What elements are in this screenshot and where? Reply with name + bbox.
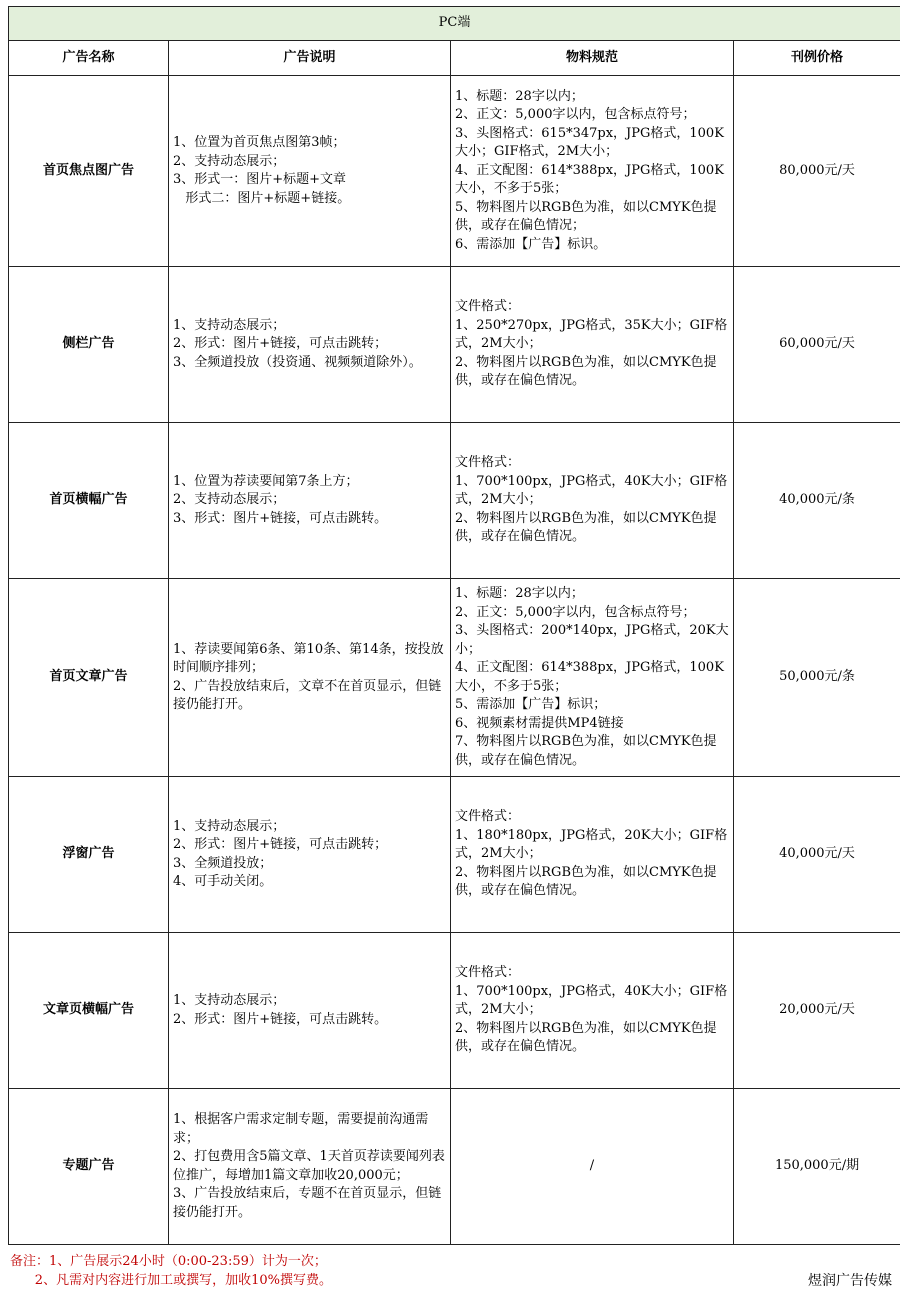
material-spec [451, 423, 734, 579]
ad-name: 首页焦点图广告 [9, 76, 169, 267]
column-header-description: 广告说明 [169, 41, 451, 76]
spec-line: 1、180*180px，JPG格式，20K大小；GIF格式，2M大小； [455, 827, 728, 862]
description-line: 3、全频道投放； [173, 855, 273, 871]
description-line: 2、广告投放结束后，文章不在首页显示，但链接仍能打开。 [173, 678, 442, 712]
ad-description [169, 1089, 451, 1245]
brand-signature: 煜润广告传媒 [808, 1273, 892, 1289]
spec-line: 4、正文配图：614*388px，JPG格式，100K大小，不多于5张； [455, 162, 724, 197]
column-header-spec: 物料规范 [451, 41, 734, 76]
description-line: 1、支持动态展示； [173, 317, 286, 333]
ad-name: 首页文章广告 [9, 579, 169, 777]
description-line: 2、形式：图片+链接，可点击跳转。 [173, 1011, 388, 1027]
description-line: 1、荐读要闻第6条、第10条、第14条，按投放时间顺序排列； [173, 641, 444, 675]
material-spec [451, 267, 734, 423]
ad-description [169, 267, 451, 423]
material-spec [451, 579, 734, 777]
description-line: 1、位置为荐读要闻第7条上方； [173, 473, 359, 489]
remark-line: 2、凡需对内容进行加工或撰写，加收10%撰写费。 [10, 1273, 332, 1288]
remark-line: 备注：1、广告展示24小时（0:00-23:59）计为一次； [10, 1254, 327, 1269]
description-line: 1、支持动态展示； [173, 993, 286, 1008]
description-line: 2、形式：图片+链接，可点击跳转； [173, 336, 388, 352]
spec-line: 文件格式： [455, 299, 521, 315]
ad-name: 浮窗广告 [9, 777, 169, 933]
material-spec [451, 933, 734, 1089]
spec-line: 2、物料图片以RGB色为准，如以CMYK色提供，或存在偏色情况。 [455, 1020, 717, 1055]
spec-line: 1、250*270px，JPG格式，35K大小；GIF格式，2M大小； [455, 317, 728, 352]
ad-name: 侧栏广告 [9, 267, 169, 423]
spec-line: 3、头图格式：615*347px，JPG格式，100K大小；GIF格式，2M大小； [455, 125, 724, 160]
spec-line: 1、700*100px，JPG格式，40K大小；GIF格式，2M大小； [455, 983, 728, 1018]
ad-row [9, 933, 900, 1089]
description-line: 4、可手动关闭。 [173, 874, 273, 889]
spec-line: 6、视频素材需提供MP4链接 [455, 715, 624, 731]
description-line: 形式二：图片+标题+链接。 [173, 190, 351, 206]
spec-line: 2、正文：5,000字以内，包含标点符号； [455, 107, 696, 123]
ad-row [9, 267, 900, 423]
ad-row [9, 1089, 900, 1245]
description-line: 3、形式一：图片+标题+文章 [173, 172, 347, 187]
spec-line: 2、正文：5,000字以内，包含标点符号； [455, 604, 696, 620]
ad-rate-table [8, 6, 900, 1245]
ad-price: 40,000元/天 [734, 777, 900, 933]
ad-description [169, 933, 451, 1089]
ad-row [9, 579, 900, 777]
ad-description [169, 423, 451, 579]
description-line: 1、支持动态展示； [173, 818, 286, 834]
ad-row [9, 76, 900, 267]
spec-line: 5、物料图片以RGB色为准，如以CMYK色提供，或存在偏色情况； [455, 199, 717, 234]
spec-line: 7、物料图片以RGB色为准，如以CMYK色提供，或存在偏色情况。 [455, 734, 717, 768]
section-title: PC端 [9, 7, 900, 41]
description-line: 2、支持动态展示； [173, 153, 286, 169]
ad-price: 80,000元/天 [734, 76, 900, 267]
spec-line: 4、正文配图：614*388px，JPG格式，100K大小，不多于5张； [455, 660, 724, 694]
ad-name: 专题广告 [9, 1089, 169, 1245]
ad-row [9, 423, 900, 579]
spec-line: 2、物料图片以RGB色为准，如以CMYK色提供，或存在偏色情况。 [455, 864, 717, 899]
spec-line: 1、700*100px，JPG格式，40K大小；GIF格式，2M大小； [455, 473, 728, 508]
spec-line: 3、头图格式：200*140px，JPG格式，20K大小； [455, 623, 729, 657]
ad-name: 首页横幅广告 [9, 423, 169, 579]
description-line: 2、形式：图片+链接，可点击跳转； [173, 837, 388, 852]
ad-row [9, 777, 900, 933]
description-line: 2、打包费用含5篇文章、1天首页荐读要闻列表位推广，每增加1篇文章加收20,000元； [173, 1149, 445, 1183]
spec-line: / [589, 1158, 595, 1174]
description-line: 3、广告投放结束后，专题不在首页显示，但链接仍能打开。 [173, 1186, 442, 1220]
ad-description [169, 579, 451, 777]
description-line: 3、全频道投放（投资通、视频频道除外）。 [173, 354, 422, 370]
spec-line: 6、需添加【广告】标识。 [455, 236, 607, 252]
ad-price: 40,000元/条 [734, 423, 900, 579]
remarks [10, 1252, 332, 1290]
spec-line: 2、物料图片以RGB色为准，如以CMYK色提供，或存在偏色情况。 [455, 354, 717, 389]
ad-description [169, 76, 451, 267]
ad-price: 150,000元/期 [734, 1089, 900, 1245]
ad-name: 文章页横幅广告 [9, 933, 169, 1089]
ad-description [169, 777, 451, 933]
ad-price: 60,000元/天 [734, 267, 900, 423]
ad-price: 50,000元/条 [734, 579, 900, 777]
description-line: 1、根据客户需求定制专题，需要提前沟通需求； [173, 1112, 429, 1146]
spec-line: 文件格式： [455, 455, 521, 471]
spec-line: 2、物料图片以RGB色为准，如以CMYK色提供，或存在偏色情况。 [455, 510, 717, 545]
spec-line: 文件格式： [455, 965, 521, 981]
description-line: 3、形式：图片+链接，可点击跳转。 [173, 510, 388, 526]
spec-line: 文件格式： [455, 809, 521, 825]
spec-line: 5、需添加【广告】标识； [455, 697, 607, 712]
ad-price: 20,000元/天 [734, 933, 900, 1089]
spec-line: 1、标题：28字以内； [455, 88, 584, 104]
material-spec [451, 76, 734, 267]
material-spec [451, 1089, 734, 1245]
header-row [9, 41, 900, 76]
spec-line: 1、标题：28字以内； [455, 586, 584, 601]
column-header-name: 广告名称 [9, 41, 169, 76]
material-spec [451, 777, 734, 933]
column-header-price: 刊例价格 [734, 41, 900, 76]
description-line: 2、支持动态展示； [173, 492, 286, 508]
description-line: 1、位置为首页焦点图第3帧； [173, 135, 346, 150]
